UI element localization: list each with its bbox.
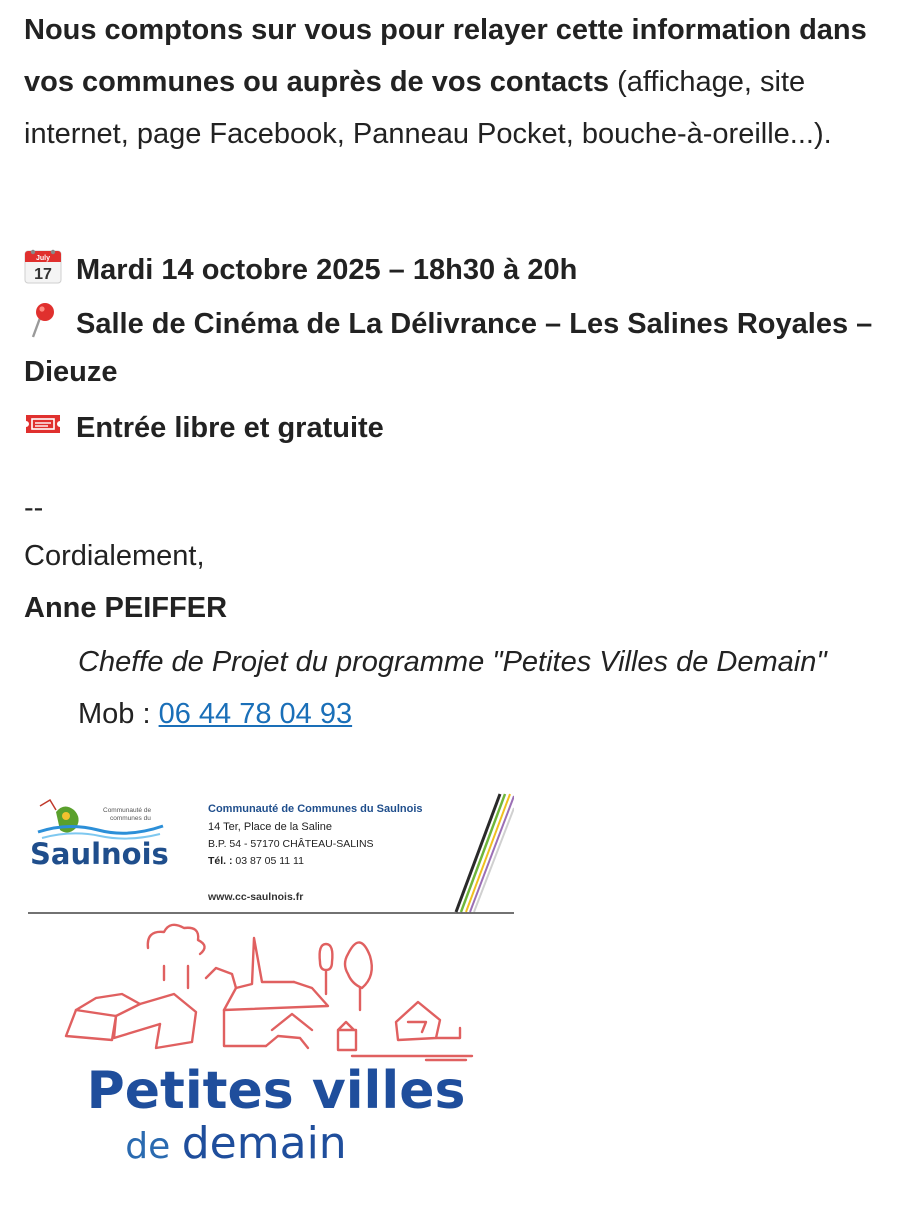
- signature-closing: Cordialement,: [24, 540, 205, 572]
- card-phone: [208, 855, 304, 867]
- message-line-2: [24, 64, 805, 100]
- pvd-de: de: [125, 1126, 182, 1167]
- signature-name: Anne PEIFFER: [24, 592, 228, 624]
- pvd-title-line-1: Petites villes: [86, 1061, 466, 1121]
- message-line-2-rest: (affichage, site: [609, 66, 806, 98]
- event-date-row: [24, 248, 577, 293]
- petites-villes-de-demain-logo: [56, 918, 496, 1168]
- logo-saulnois-word: Saulnois: [30, 837, 169, 871]
- card-website: www.cc-saulnois.fr: [208, 891, 304, 903]
- saulnois-address-card: [28, 792, 514, 914]
- pvd-demain: demain: [181, 1118, 347, 1168]
- pvd-title-line-2: [125, 1118, 346, 1168]
- card-phone-label: Tél. :: [208, 855, 233, 867]
- event-entry-row: [24, 406, 384, 451]
- event-date: Mardi 14 octobre 2025 – 18h30 à 20h: [76, 254, 578, 286]
- message-line-1: Nous comptons sur vous pour relayer cette information dans: [24, 14, 867, 46]
- calendar-icon: [24, 248, 62, 293]
- event-location-row: [24, 302, 872, 347]
- mobile-phone-link[interactable]: 06 44 78 04 93: [158, 698, 353, 730]
- mobile-label: Mob :: [78, 698, 159, 730]
- signature-separator: --: [24, 492, 44, 524]
- ticket-icon: [24, 406, 62, 451]
- card-stripes: [456, 794, 514, 912]
- signature-mobile: [78, 696, 352, 732]
- village-drawing: [66, 925, 472, 1060]
- calendar-day-text: 17: [34, 266, 52, 283]
- event-location-line-1: Salle de Cinéma de La Délivrance – Les Salines Royales –: [76, 308, 873, 340]
- calendar-month-text: July: [35, 255, 51, 262]
- signature-title: Cheffe de Projet du programme "Petites Villes de Demain": [78, 646, 827, 678]
- message-line-2-bold: vos communes ou auprès de vos contacts: [24, 66, 610, 98]
- pin-icon: [24, 302, 62, 347]
- logo-small-text-2: communes du: [110, 815, 151, 822]
- saulnois-logo: [30, 800, 169, 871]
- message-line-3: internet, page Facebook, Panneau Pocket, bouche-à-oreille...).: [24, 118, 832, 150]
- event-entry: Entrée libre et gratuite: [76, 412, 384, 444]
- event-location-line-2: Dieuze: [24, 356, 118, 388]
- card-address-2: B.P. 54 - 57170 CHÂTEAU-SALINS: [208, 838, 374, 850]
- card-phone-number: 03 87 05 11 11: [232, 855, 304, 867]
- card-org-name: Communauté de Communes du Saulnois: [208, 803, 423, 815]
- logo-small-text-1: Communauté de: [103, 807, 152, 814]
- card-address-1: 14 Ter, Place de la Saline: [208, 821, 332, 833]
